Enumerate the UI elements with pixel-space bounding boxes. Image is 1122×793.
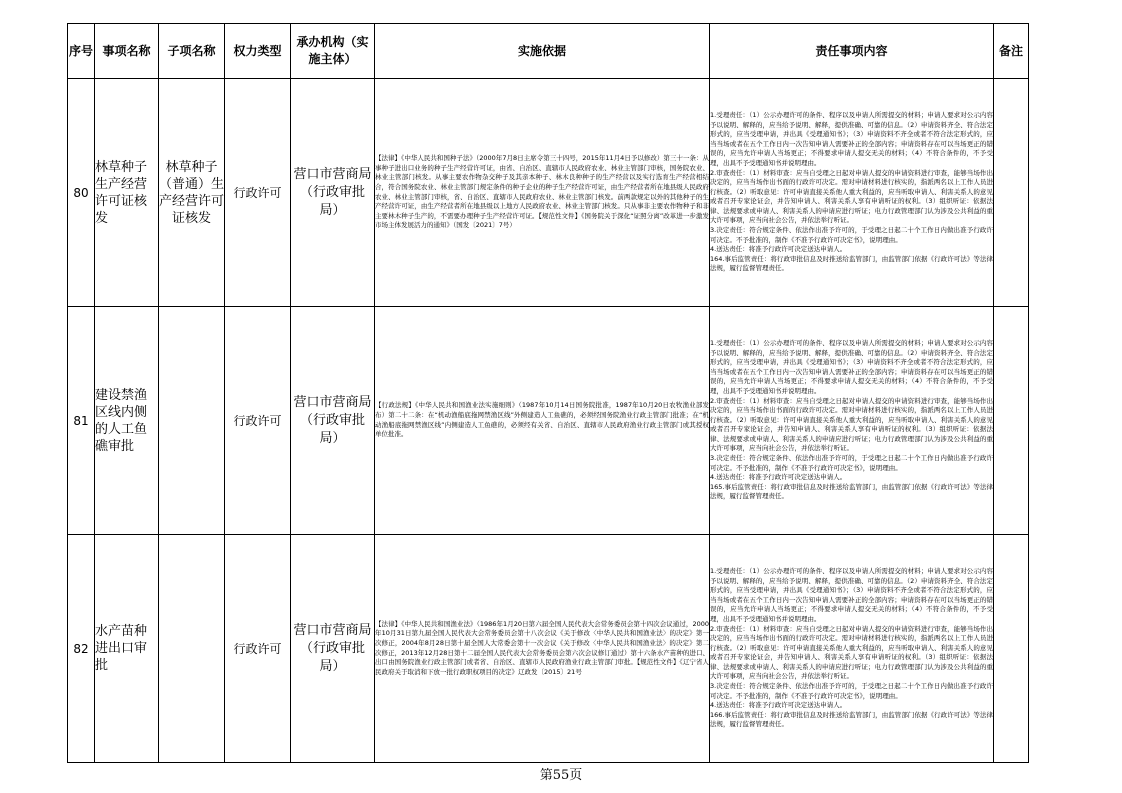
resp-decision: 3.决定责任：符合规定条件、依法作出准予许可的，于受理之日起二十个工作日内做出准予行政许可决定。不予批准的，制作《不准予行政许可决定书》，说明理由。 (710, 226, 993, 244)
header-sub-item-name: 子项名称 (159, 24, 225, 79)
row-sub-item-name: 林草种子（普通）生产经营许可证核发 (159, 79, 225, 307)
header-basis: 实施依据 (375, 24, 710, 79)
row-item-name: 林草种子生产经营许可证核发 (95, 79, 159, 307)
resp-decision: 3.决定责任：符合规定条件、依法作出准予许可的，于受理之日起二十个工作日内做出准予行政许可决定。不予批准的，制作《不准予行政许可决定书》，说明理由。 (710, 682, 993, 700)
table-row (68, 307, 1029, 535)
resp-supervision: 165.事后监管责任：将行政审批信息及时推送给监管部门，由监管部门依据《行政许可法》等法律法规，履行监督管理责任。 (710, 482, 993, 501)
row-responsibility (710, 535, 994, 763)
row-seq: 81 (68, 307, 95, 535)
resp-decision: 3.决定责任：符合规定条件、依法作出准予许可的，于受理之日起二十个工作日内做出准予行政许可决定。不予批准的，制作《不准予行政许可决定书》，说明理由。 (710, 454, 993, 472)
row-responsibility (710, 307, 994, 535)
resp-delivery: 4.送达责任：将准予行政许可决定送达申请人。 (710, 701, 847, 710)
row-power-type: 行政许可 (225, 79, 291, 307)
row-basis: 【行政法规】《中华人民共和国渔业法实施细则》（1987年10月14日国务院批准，1987年10月20日农牧渔业部发布）第二十二条：在“机动渔船底拖网禁渔区线”外侧建造人工鱼礁的，必须经国务院渔业行政主管部门批准；在“机动渔船底拖网禁渔区线”内侧建造人工鱼礁的，必须经有关省、自治区、直辖市人民政府渔业行政主管部门或其授权单位批准。 (375, 307, 710, 535)
row-note (994, 79, 1029, 307)
row-power-type: 行政许可 (225, 307, 291, 535)
resp-delivery: 4.送达责任：将准予行政许可决定送达申请人。 (710, 473, 847, 482)
resp-supervision: 166.事后监管责任：将行政审批信息及时推送给监管部门，由监管部门依据《行政许可法》等法律法规，履行监督管理责任。 (710, 710, 993, 729)
row-seq: 80 (68, 79, 95, 307)
header-responsibility: 责任事项内容 (710, 24, 994, 79)
page-number: 第55页 (539, 768, 583, 783)
resp-review: 2.审查责任：（1）材料审查：应当自受理之日起对申请人提交的申请资料进行审查，能够当场作出决定的，应当当场作出书面的行政许可决定。需对申请材料进行核实的，指派两名以上工作人员进行核查。（2）听取意见：许可申请直接关系他人重大利益的，应当听取申请人、利害关系人的意见或者召开专家论证会，并告知申请人、利害关系人享有申请听证的权利。（3）组织听证：依据法律、法规要求或申请人、利害关系人的申请应进行听证；电力行政管理部门认为涉及公共利益的重大许可事项，应当向社会公告，并依法举行听证。 (710, 168, 993, 225)
row-org: 营口市营商局（行政审批局） (291, 79, 375, 307)
table-row (68, 79, 1029, 307)
row-note (994, 307, 1029, 535)
resp-review: 2.审查责任：（1）材料审查：应当自受理之日起对申请人提交的申请资料进行审查，能够当场作出决定的，应当当场作出书面的行政许可决定。需对申请材料进行核实的，指派两名以上工作人员进行核查。（2）听取意见：许可申请直接关系他人重大利益的，应当听取申请人、利害关系人的意见或者召开专家论证会，并告知申请人、利害关系人享有申请听证的权利。（3）组织听证：依据法律、法规要求或申请人、利害关系人的申请应进行听证；电力行政管理部门认为涉及公共利益的重大许可事项，应当向社会公告，并依法举行听证。 (710, 396, 993, 453)
resp-acceptance: 1.受理责任：（1）公示办理许可的条件、程序以及申请人所需提交的材料；申请人要求对公示内容予以说明、解释的，应当给予说明、解释，提供准确、可靠的信息。（2）申请资料齐全、符合法定形式的，应当受理申请，并出具《受理通知书》；（3）申请资料不齐全或者不符合法定形式的，应当当场或者在五个工作日内一次告知申请人需要补正的全部内容；申请资料存在可以当场更正的错误的，应当允许申请人当场更正；不得要求申请人提交无关的材料；（4）不符合条件的，不予受理，出具不予受理通知书并说明理由。 (710, 110, 993, 167)
row-seq: 82 (68, 535, 95, 763)
resp-review: 2.审查责任：（1）材料审查：应当自受理之日起对申请人提交的申请资料进行审查，能够当场作出决定的，应当当场作出书面的行政许可决定。需对申请材料进行核实的，指派两名以上工作人员进行核查。（2）听取意见：许可申请直接关系他人重大利益的，应当听取申请人、利害关系人的意见或者召开专家论证会，并告知申请人、利害关系人享有申请听证的权利。（3）组织听证：依据法律、法规要求或申请人、利害关系人的申请应进行听证；电力行政管理部门认为涉及公共利益的重大许可事项，应当向社会公告，并依法举行听证。 (710, 624, 993, 681)
row-sub-item-name (159, 535, 225, 763)
row-power-type: 行政许可 (225, 535, 291, 763)
header-power-type: 权力类型 (225, 24, 291, 79)
header-org: 承办机构（实施主体） (291, 24, 375, 79)
resp-acceptance: 1.受理责任：（1）公示办理许可的条件、程序以及申请人所需提交的材料；申请人要求对公示内容予以说明、解释的，应当给予说明、解释，提供准确、可靠的信息。（2）申请资料齐全、符合法定形式的，应当受理申请，并出具《受理通知书》；（3）申请资料不齐全或者不符合法定形式的，应当当场或者在五个工作日内一次告知申请人需要补正的全部内容；申请资料存在可以当场更正的错误的，应当允许申请人当场更正；不得要求申请人提交无关的材料；（4）不符合条件的，不予受理，出具不予受理通知书并说明理由。 (710, 338, 993, 395)
resp-delivery: 4.送达责任：将准予行政许可决定送达申请人。 (710, 245, 847, 254)
header-seq: 序号 (68, 24, 95, 79)
table-row (68, 535, 1029, 763)
header-item-name: 事项名称 (95, 24, 159, 79)
row-item-name: 建设禁渔区线内侧的人工鱼礁审批 (95, 307, 159, 535)
table-header-row (68, 24, 1029, 79)
row-responsibility (710, 79, 994, 307)
resp-supervision: 164.事后监管责任：将行政审批信息及时推送给监管部门，由监管部门依据《行政许可法》等法律法规，履行监督管理责任。 (710, 254, 993, 273)
row-org: 营口市营商局（行政审批局） (291, 535, 375, 763)
power-list-table (67, 23, 1029, 763)
row-item-name: 水产苗种进出口审批 (95, 535, 159, 763)
resp-acceptance: 1.受理责任：（1）公示办理许可的条件、程序以及申请人所需提交的材料；申请人要求对公示内容予以说明、解释的，应当给予说明、解释，提供准确、可靠的信息。（2）申请资料齐全、符合法定形式的，应当受理申请，并出具《受理通知书》；（3）申请资料不齐全或者不符合法定形式的，应当当场或者在五个工作日内一次告知申请人需要补正的全部内容；申请资料存在可以当场更正的错误的，应当允许申请人当场更正；不得要求申请人提交无关的材料；（4）不符合条件的，不予受理，出具不予受理通知书并说明理由。 (710, 566, 993, 623)
row-basis: 【法律】《中华人民共和国种子法》（2000年7月8日主席令第三十四号，2015年11月4日予以修改）第三十一条：从事种子进出口业务的种子生产经营许可证，由省、自治区、直辖市人民政府农业、林业主管部门审核，国务院农业、林业主管部门核发。从事主要农作物杂交种子及其亲本种子、林木良种种子的生产经营以及实行选育生产经营相结合，符合国务院农业、林业主管部门规定条件的种子企业的种子生产经营许可证，由生产经营者所在地县级人民政府农业、林业主管部门审核，省、自治区、直辖市人民政府农业、林业主管部门核发。前两款规定以外的其他种子的生产经营许可证，由生产经营者所在地县级以上地方人民政府农业、林业主管部门核发。只从事非主要农作物种子和非主要林木种子生产的，不需要办理种子生产经营许可证。【规范性文件】《国务院关于深化“证照分离”改革进一步激发市场主体发展活力的通知》（国发〔2021〕7号） (375, 79, 710, 307)
row-note (994, 535, 1029, 763)
header-note: 备注 (994, 24, 1029, 79)
row-basis: 【法律】《中华人民共和国渔业法》（1986年1月20日第六届全国人民代表大会常务委员会第十四次会议通过，2000年10月31日第九届全国人民代表大会常务委员会第十八次会议《关于修改〈中华人民共和国渔业法〉的决定》第一次修正，2004年8月28日第十届全国人大常委会第十一次会议《关于修改〈中华人民共和国渔业法〉的决定》第二次修正，2013年12月28日第十二届全国人民代表大会常务委员会第六次会议修订通过）第十六条水产苗种的进口、出口由国务院渔业行政主管部门或者省、自治区、直辖市人民政府渔业行政主管部门审批。【规范性文件】《辽宁省人民政府关于取消和下放一批行政职权项目的决定》辽政发〔2015〕21号 (375, 535, 710, 763)
row-sub-item-name (159, 307, 225, 535)
row-org: 营口市营商局（行政审批局） (291, 307, 375, 535)
